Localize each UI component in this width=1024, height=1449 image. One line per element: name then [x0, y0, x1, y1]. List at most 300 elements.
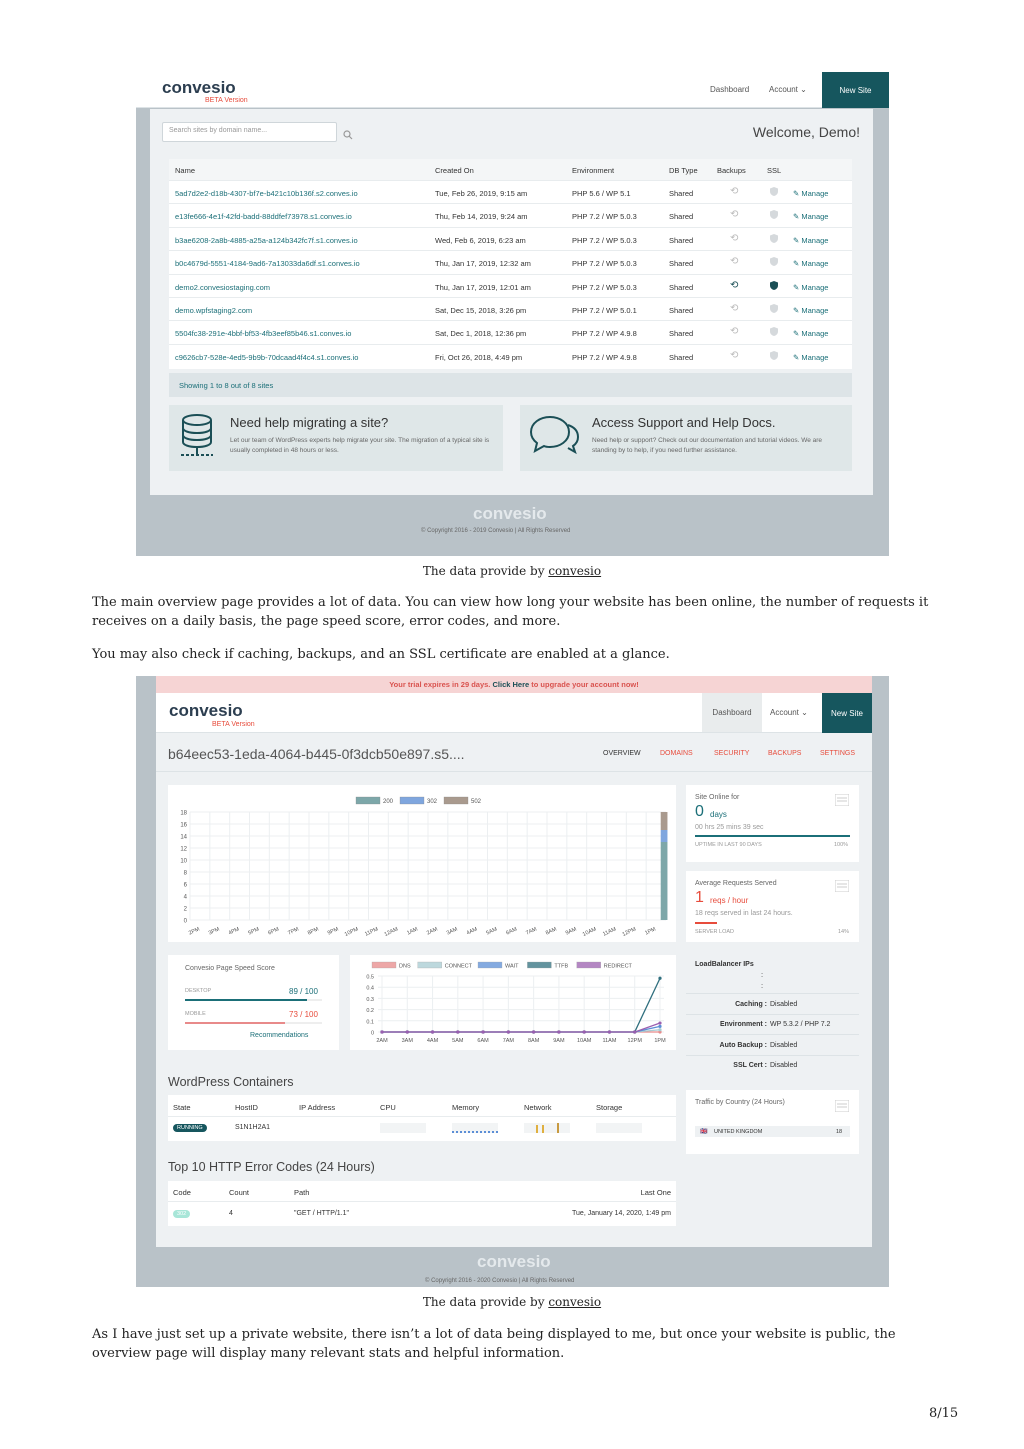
data-point — [532, 1030, 535, 1033]
data-point — [431, 1030, 434, 1033]
errors-title: Top 10 HTTP Error Codes (24 Hours) — [168, 1160, 375, 1174]
avg-requests-label: Average Requests Served — [695, 880, 777, 887]
server-load-value: 14% — [838, 929, 850, 935]
legend-label: WAIT — [505, 963, 519, 970]
y-tick-label: 18 — [180, 810, 187, 817]
x-tick-label: 12AM — [383, 926, 400, 938]
col-environment: Environment — [572, 166, 615, 175]
mobile-score: 73 / 100 — [289, 1010, 318, 1019]
trial-text-pre: Your trial expires in 29 days. — [389, 680, 493, 689]
data-point — [583, 1030, 586, 1033]
uptime-bar — [695, 835, 850, 837]
traffic-count: 18 — [836, 1129, 843, 1135]
y-tick-label: 0 — [370, 1030, 374, 1037]
col-last-one: Last One — [640, 1188, 671, 1197]
search-input[interactable]: Search sites by domain name... — [162, 122, 337, 142]
main-panel — [150, 109, 873, 495]
table-row — [169, 180, 852, 203]
site-online-sub: 00 hrs 25 mins 39 sec — [695, 824, 764, 831]
col-network: Network — [524, 1103, 552, 1112]
help-migrate-text: Let our team of WordPress experts help migrate your site. The migration of a typical site is usually completed in 48 hours or less. — [230, 437, 490, 454]
manage-link[interactable] — [793, 259, 828, 268]
top-header — [156, 693, 872, 733]
tab-settings[interactable]: SETTINGS — [820, 750, 856, 757]
data-point — [406, 1030, 409, 1033]
error-last: Tue, January 14, 2020, 1:49 pm — [572, 1210, 671, 1217]
table-row — [169, 250, 852, 273]
page-number: 8/15 — [929, 1406, 959, 1421]
db-type: Shared — [669, 352, 694, 362]
new-site-button[interactable]: New Site — [822, 72, 889, 108]
environment: PHP 7.2 / WP 5.0.1 — [572, 306, 637, 315]
lb-ip-1: : — [761, 970, 764, 979]
uk-flag-icon: 🇬🇧 — [700, 1129, 708, 1135]
legend-label: DNS — [399, 963, 411, 970]
footer-copyright: © Copyright 2016 - 2019 Convesio | All Rights Reserved — [421, 528, 571, 534]
site-link[interactable]: demo.wpfstaging2.com — [175, 306, 253, 315]
error-count: 4 — [229, 1210, 233, 1217]
mobile-score-bar — [185, 1022, 322, 1024]
created-on: Thu, Feb 14, 2019, 9:24 am — [435, 212, 528, 222]
db-type: Shared — [669, 282, 694, 292]
trial-text-post: to upgrade your account now! — [529, 680, 639, 689]
data-point — [608, 1030, 611, 1033]
ssl-cert-value: Disabled — [770, 1062, 798, 1069]
manage-link[interactable] — [793, 329, 828, 338]
new-site-button[interactable]: New Site — [822, 693, 872, 733]
data-point — [380, 1030, 383, 1033]
environment: PHP 7.2 / WP 4.9.8 — [572, 329, 637, 339]
uptime-label: UPTIME IN LAST 90 DAYS — [695, 842, 762, 848]
legend-swatch — [356, 797, 380, 804]
x-tick-label: 10AM — [576, 1038, 592, 1044]
table-row — [169, 227, 852, 250]
cpu-sparkline — [380, 1123, 426, 1133]
table-row — [169, 320, 852, 343]
convesio-logo[interactable]: convesio — [162, 78, 236, 97]
help-migrate-title: Need help migrating a site? — [230, 415, 389, 430]
manage-label: Manage — [801, 352, 829, 362]
beta-label: BETA Version — [212, 721, 255, 728]
help-migrate-card[interactable] — [169, 405, 503, 471]
series-line-wait — [382, 1026, 660, 1032]
site-info-panel — [686, 955, 859, 1080]
page-speed-title: Convesio Page Speed Score — [185, 965, 275, 972]
edit-icon: ✎ — [793, 352, 802, 362]
tab-domains[interactable]: DOMAINS — [660, 750, 693, 757]
traffic-row — [695, 1126, 850, 1137]
col-path: Path — [294, 1188, 310, 1197]
help-support-card[interactable] — [520, 405, 852, 471]
containers-title: WordPress Containers — [168, 1075, 294, 1089]
x-tick-label: 12PM — [627, 1038, 642, 1044]
environment: PHP 7.2 / WP 4.9.8 — [572, 352, 637, 362]
x-tick-label: 8AM — [527, 1038, 540, 1044]
desktop-score: 89 / 100 — [289, 987, 318, 996]
trial-upgrade-link[interactable]: Click Here — [492, 680, 530, 689]
manage-link[interactable] — [793, 353, 828, 362]
tab-backups[interactable]: BACKUPS — [768, 750, 802, 757]
tab-security[interactable]: SECURITY — [714, 750, 750, 757]
paragraph-2: You may also check if caching, backups, and an SSL certificate are enabled at a glance. — [92, 647, 670, 662]
requests-chart-card — [168, 785, 676, 942]
col-state: State — [173, 1103, 191, 1112]
footer-logo: convesio — [473, 504, 547, 523]
caching-value: Disabled — [770, 1001, 798, 1008]
col-ssl: SSL — [767, 166, 782, 175]
manage-link[interactable] — [793, 189, 828, 198]
table-row — [169, 297, 852, 320]
x-tick-label: 9AM — [564, 926, 578, 937]
caption-2-link[interactable]: convesio — [548, 1295, 602, 1309]
y-tick-label: 0 — [183, 918, 187, 925]
database-icon — [179, 413, 215, 464]
table-footer-count: Showing 1 to 8 out of 8 sites — [169, 373, 852, 397]
site-link[interactable]: b0c4679d-5551-4184-9ad6-7a13033da6df.s1.conves.io — [175, 259, 360, 269]
chat-bubbles-icon — [528, 413, 580, 460]
legend-label: CONNECT — [444, 963, 473, 970]
x-tick-label: 7AM — [525, 926, 538, 937]
traffic-title: Traffic by Country (24 Hours) — [695, 1099, 785, 1106]
site-online-card — [686, 785, 859, 862]
backup-history-icon[interactable]: ⟲ — [730, 209, 739, 221]
x-tick-label: 5PM — [247, 926, 261, 937]
welcome-message: Welcome, Demo! — [752, 124, 860, 140]
bar-200 — [661, 842, 668, 920]
data-point — [507, 1030, 510, 1033]
table-row — [169, 344, 852, 367]
shield-icon — [770, 351, 778, 362]
edit-icon: ✎ — [793, 212, 802, 222]
legend-label: 302 — [427, 799, 438, 805]
created-on: Sat, Dec 15, 2018, 3:26 pm — [435, 306, 527, 315]
search-icon[interactable] — [343, 125, 353, 144]
legend-swatch — [478, 962, 502, 968]
environment-label: Environment : — [719, 1021, 767, 1028]
table-row — [169, 203, 852, 226]
x-tick-label: 1PM — [644, 926, 657, 937]
paragraph-3: As I have just set up a private website, there isn’t a lot of data being displayed to me, but once your website is public, the overview page will display many relevant stats and helpful information. — [92, 1327, 896, 1361]
created-on: Thu, Jan 17, 2019, 12:01 am — [435, 282, 531, 292]
shield-icon — [770, 304, 778, 315]
screenshot-site-list — [136, 72, 889, 556]
convesio-logo[interactable]: convesio — [169, 701, 243, 720]
manage-label: Manage — [801, 259, 829, 269]
paragraph-1: The main overview page provides a lot of data. You can view how long your website has been online, the number of requests it receives on a daily basis, the page speed score, error codes, and more. — [92, 595, 929, 629]
server-load-label: SERVER LOAD — [695, 929, 735, 935]
errors-table — [168, 1181, 676, 1226]
site-link[interactable]: e13fe666-4e1f-42fd-badd-88ddfef73978.s1.conves.io — [175, 212, 352, 222]
shield-icon — [770, 234, 778, 245]
environment: PHP 5.6 / WP 5.1 — [572, 189, 631, 198]
manage-link[interactable] — [793, 283, 828, 292]
x-tick-label: 2AM — [376, 1038, 388, 1044]
created-on: Wed, Feb 6, 2019, 6:23 am — [435, 235, 526, 245]
environment-value: WP 5.3.2 / PHP 7.2 — [770, 1021, 831, 1028]
auto-backup-label: Auto Backup : — [719, 1042, 767, 1049]
shield-icon — [770, 257, 778, 268]
backup-history-icon[interactable]: ⟲ — [730, 279, 739, 291]
trial-banner — [156, 676, 872, 693]
legend-label: 502 — [471, 799, 482, 805]
desktop-score-bar — [185, 999, 322, 1001]
traffic-country: UNITED KINGDOM — [714, 1129, 763, 1135]
x-tick-label: 7PM — [287, 926, 300, 937]
menu-icon[interactable] — [835, 879, 849, 897]
x-tick-label: 8PM — [306, 926, 320, 937]
help-support-text: Need help or support? Check out our documentation and tutorial videos. We are standing by to help, if you need further assistance. — [592, 437, 823, 454]
x-tick-label: 3AM — [401, 1038, 413, 1044]
x-tick-label: 8AM — [544, 926, 558, 937]
beta-label: BETA Version — [205, 97, 248, 104]
containers-table — [168, 1095, 676, 1141]
desktop-score-fill — [185, 999, 307, 1001]
overview-panel — [156, 733, 872, 1247]
y-tick-label: 8 — [183, 870, 187, 877]
x-tick-label: 9PM — [326, 926, 340, 937]
data-point — [633, 1030, 636, 1033]
desktop-label: DESKTOP — [185, 988, 212, 994]
legend-label: 200 — [383, 799, 394, 805]
backup-history-icon[interactable]: ⟲ — [730, 349, 739, 361]
ssl-cert-label: SSL Cert : — [733, 1062, 767, 1069]
manage-label: Manage — [801, 189, 829, 198]
y-tick-label: 0.4 — [366, 985, 374, 992]
server-load-bar — [695, 922, 717, 924]
y-tick-label: 2 — [183, 906, 187, 913]
host-id: S1N1H2A1 — [235, 1124, 271, 1131]
running-badge: RUNNING — [173, 1124, 207, 1132]
y-tick-label: 0.5 — [366, 974, 374, 981]
x-tick-label: 2AM — [425, 926, 439, 937]
lb-ip-2: : — [761, 981, 764, 990]
table-header — [169, 159, 852, 180]
manage-label: Manage — [801, 212, 829, 222]
legend-swatch — [577, 962, 601, 968]
site-link[interactable]: c9626cb7-528e-4ed5-9b9b-70dcaad4f4c4.s1.conves.io — [175, 352, 359, 362]
error-path: "GET / HTTP/1.1" — [294, 1210, 350, 1217]
data-point — [658, 1028, 661, 1031]
recommendations-link[interactable]: Recommendations — [250, 1032, 309, 1039]
site-link[interactable]: 5ad7d2e2-d18b-4307-bf7e-b421c10b136f.s2.conves.io — [175, 189, 358, 198]
y-tick-label: 14 — [180, 834, 187, 841]
network-sparkline — [524, 1123, 570, 1133]
col-count: Count — [229, 1188, 250, 1197]
y-tick-label: 0.1 — [366, 1019, 374, 1026]
legend-swatch — [372, 962, 396, 968]
lb-title: LoadBalancer IPs — [695, 961, 754, 968]
environment: PHP 7.2 / WP 5.0.3 — [572, 259, 637, 269]
x-tick-label: 3PM — [207, 926, 221, 937]
manage-label: Manage — [801, 329, 829, 339]
db-type: Shared — [669, 329, 694, 339]
menu-icon[interactable] — [835, 793, 849, 811]
shield-icon — [770, 327, 778, 338]
site-link[interactable]: demo2.convesiostaging.com — [175, 282, 271, 292]
x-tick-label: 1AM — [406, 926, 419, 937]
x-tick-label: 2PM — [187, 926, 201, 937]
nav-dashboard[interactable]: Dashboard — [702, 693, 762, 732]
tab-overview[interactable]: OVERVIEW — [603, 750, 641, 757]
timing-chart-card — [350, 955, 676, 1050]
menu-icon[interactable] — [835, 1099, 849, 1117]
created-on: Thu, Jan 17, 2019, 12:32 am — [435, 259, 531, 269]
manage-label: Manage — [801, 282, 829, 292]
table-row — [169, 274, 852, 297]
manage-link[interactable] — [793, 236, 828, 245]
edit-icon: ✎ — [793, 282, 802, 292]
site-link[interactable]: b3ae6208-2a8b-4885-a25a-a124b342fc7f.s1.conves.io — [175, 235, 358, 245]
caption-1-link[interactable]: convesio — [548, 564, 602, 578]
data-point — [456, 1030, 459, 1033]
x-tick-label: 12PM — [621, 926, 638, 938]
col-name: Name — [175, 166, 196, 175]
x-tick-label: 1PM — [654, 1038, 666, 1044]
avg-requests-unit: reqs / hour — [710, 896, 749, 905]
created-on: Fri, Oct 26, 2018, 4:49 pm — [435, 352, 523, 362]
avg-requests-value: 1 — [695, 889, 704, 906]
x-tick-label: 9AM — [553, 1038, 565, 1044]
avg-requests-sub: 18 reqs served in last 24 hours. — [695, 910, 793, 917]
manage-link[interactable] — [793, 212, 828, 221]
site-title: b64eec53-1eda-4064-b445-0f3dcb50e897.s5.... — [168, 746, 465, 762]
edit-icon: ✎ — [793, 329, 802, 339]
footer-logo: convesio — [477, 1252, 551, 1271]
auto-backup-value: Disabled — [770, 1042, 798, 1049]
shield-icon — [770, 210, 778, 221]
bar-302 — [661, 830, 668, 842]
y-tick-label: 4 — [183, 894, 187, 901]
shield-icon — [770, 281, 778, 292]
timing-line-chart — [350, 955, 676, 1050]
data-point — [658, 977, 661, 980]
site-online-unit: days — [710, 810, 727, 819]
legend-label: REDIRECT — [603, 963, 632, 970]
legend-label: TTFB — [554, 963, 569, 970]
avg-requests-card — [686, 871, 859, 942]
x-tick-label: 6PM — [267, 926, 281, 937]
x-tick-label: 5AM — [452, 1038, 464, 1044]
x-tick-label: 7AM — [502, 1038, 515, 1044]
site-online-label: Site Online for — [695, 794, 740, 801]
series-line-ttfb — [382, 978, 660, 1032]
backup-history-icon[interactable]: ⟲ — [730, 256, 739, 268]
y-tick-label: 6 — [183, 882, 187, 889]
legend-swatch — [444, 797, 468, 804]
legend-swatch — [527, 962, 551, 968]
col-storage: Storage — [596, 1103, 623, 1112]
x-tick-label: 11AM — [602, 926, 618, 938]
mobile-score-fill — [185, 1022, 285, 1024]
environment: PHP 7.2 / WP 5.0.3 — [572, 212, 637, 222]
data-point — [481, 1030, 484, 1033]
x-tick-label: 5AM — [485, 926, 499, 937]
edit-icon: ✎ — [793, 306, 802, 315]
col-dbtype: DB Type — [669, 166, 698, 175]
edit-icon: ✎ — [793, 189, 802, 198]
x-tick-label: 6AM — [477, 1038, 489, 1044]
data-point — [658, 1025, 661, 1028]
requests-bar-chart — [168, 785, 676, 942]
site-link[interactable]: 5504fc38-291e-4bbf-bf53-4fb3eef85b46.s1.conves.io — [175, 329, 352, 339]
edit-icon: ✎ — [793, 259, 802, 269]
data-point — [658, 1021, 661, 1024]
nav-account[interactable]: Account ⌄ — [769, 85, 807, 94]
y-tick-label: 10 — [180, 858, 187, 865]
bar-502 — [661, 812, 668, 830]
created-on: Sat, Dec 1, 2018, 12:36 pm — [435, 329, 527, 339]
x-tick-label: 11AM — [602, 1038, 617, 1044]
db-type: Shared — [669, 189, 694, 198]
db-type: Shared — [669, 306, 694, 315]
y-tick-label: 16 — [180, 822, 187, 829]
traffic-country-card — [686, 1090, 859, 1154]
db-type: Shared — [669, 259, 694, 269]
col-created: Created On — [435, 166, 474, 175]
col-memory: Memory — [452, 1103, 480, 1112]
backup-history-icon[interactable]: ⟲ — [730, 326, 739, 338]
environment: PHP 7.2 / WP 5.0.3 — [572, 282, 637, 292]
error-code-badge: 302 — [173, 1210, 190, 1218]
db-type: Shared — [669, 212, 694, 222]
footer-copyright: © Copyright 2016 - 2020 Convesio | All Rights Reserved — [425, 1278, 575, 1284]
storage-sparkline — [596, 1123, 642, 1133]
mobile-label: MOBILE — [185, 1011, 206, 1017]
backup-history-icon[interactable]: ⟲ — [730, 303, 739, 314]
page-speed-card — [168, 955, 339, 1050]
series-line-redirect — [382, 1023, 660, 1032]
manage-label: Manage — [801, 306, 829, 315]
nav-account[interactable]: Account ⌄ — [770, 708, 808, 717]
x-tick-label: 4AM — [426, 1038, 439, 1044]
x-tick-label: 6AM — [505, 926, 519, 937]
db-type: Shared — [669, 235, 694, 245]
legend-swatch — [400, 797, 424, 804]
created-on: Tue, Feb 26, 2019, 9:15 am — [435, 189, 528, 198]
uptime-value: 100% — [834, 842, 849, 848]
caption-2-text: The data provide by — [422, 1295, 549, 1309]
col-hostid: HostID — [235, 1103, 258, 1112]
y-tick-label: 0.3 — [366, 996, 374, 1003]
shield-icon — [770, 187, 778, 198]
col-ip: IP Address — [299, 1103, 336, 1112]
data-point — [557, 1030, 560, 1033]
y-tick-label: 12 — [180, 846, 187, 853]
legend-swatch — [418, 962, 442, 968]
col-backups: Backups — [717, 166, 746, 175]
backup-history-icon[interactable]: ⟲ — [730, 186, 739, 197]
x-tick-label: 4PM — [227, 926, 241, 937]
x-tick-label: 3AM — [445, 926, 459, 937]
sites-table — [169, 159, 852, 369]
caption-2 — [0, 1295, 1024, 1309]
x-tick-label: 11PM — [364, 926, 380, 938]
x-tick-label: 10PM — [343, 926, 360, 938]
col-code: Code — [173, 1188, 191, 1197]
top-header — [136, 72, 889, 108]
manage-link[interactable] — [793, 306, 828, 315]
site-online-value: 0 — [695, 803, 704, 820]
memory-sparkline — [452, 1123, 498, 1133]
environment: PHP 7.2 / WP 5.0.3 — [572, 235, 637, 245]
col-cpu: CPU — [380, 1103, 396, 1112]
nav-dashboard[interactable]: Dashboard — [710, 85, 750, 94]
help-support-title: Access Support and Help Docs. — [592, 415, 776, 430]
screenshot-site-overview — [136, 676, 889, 1287]
caption-1-text: The data provide by — [422, 564, 549, 578]
backup-history-icon[interactable]: ⟲ — [730, 232, 739, 244]
caption-1 — [0, 564, 1024, 578]
